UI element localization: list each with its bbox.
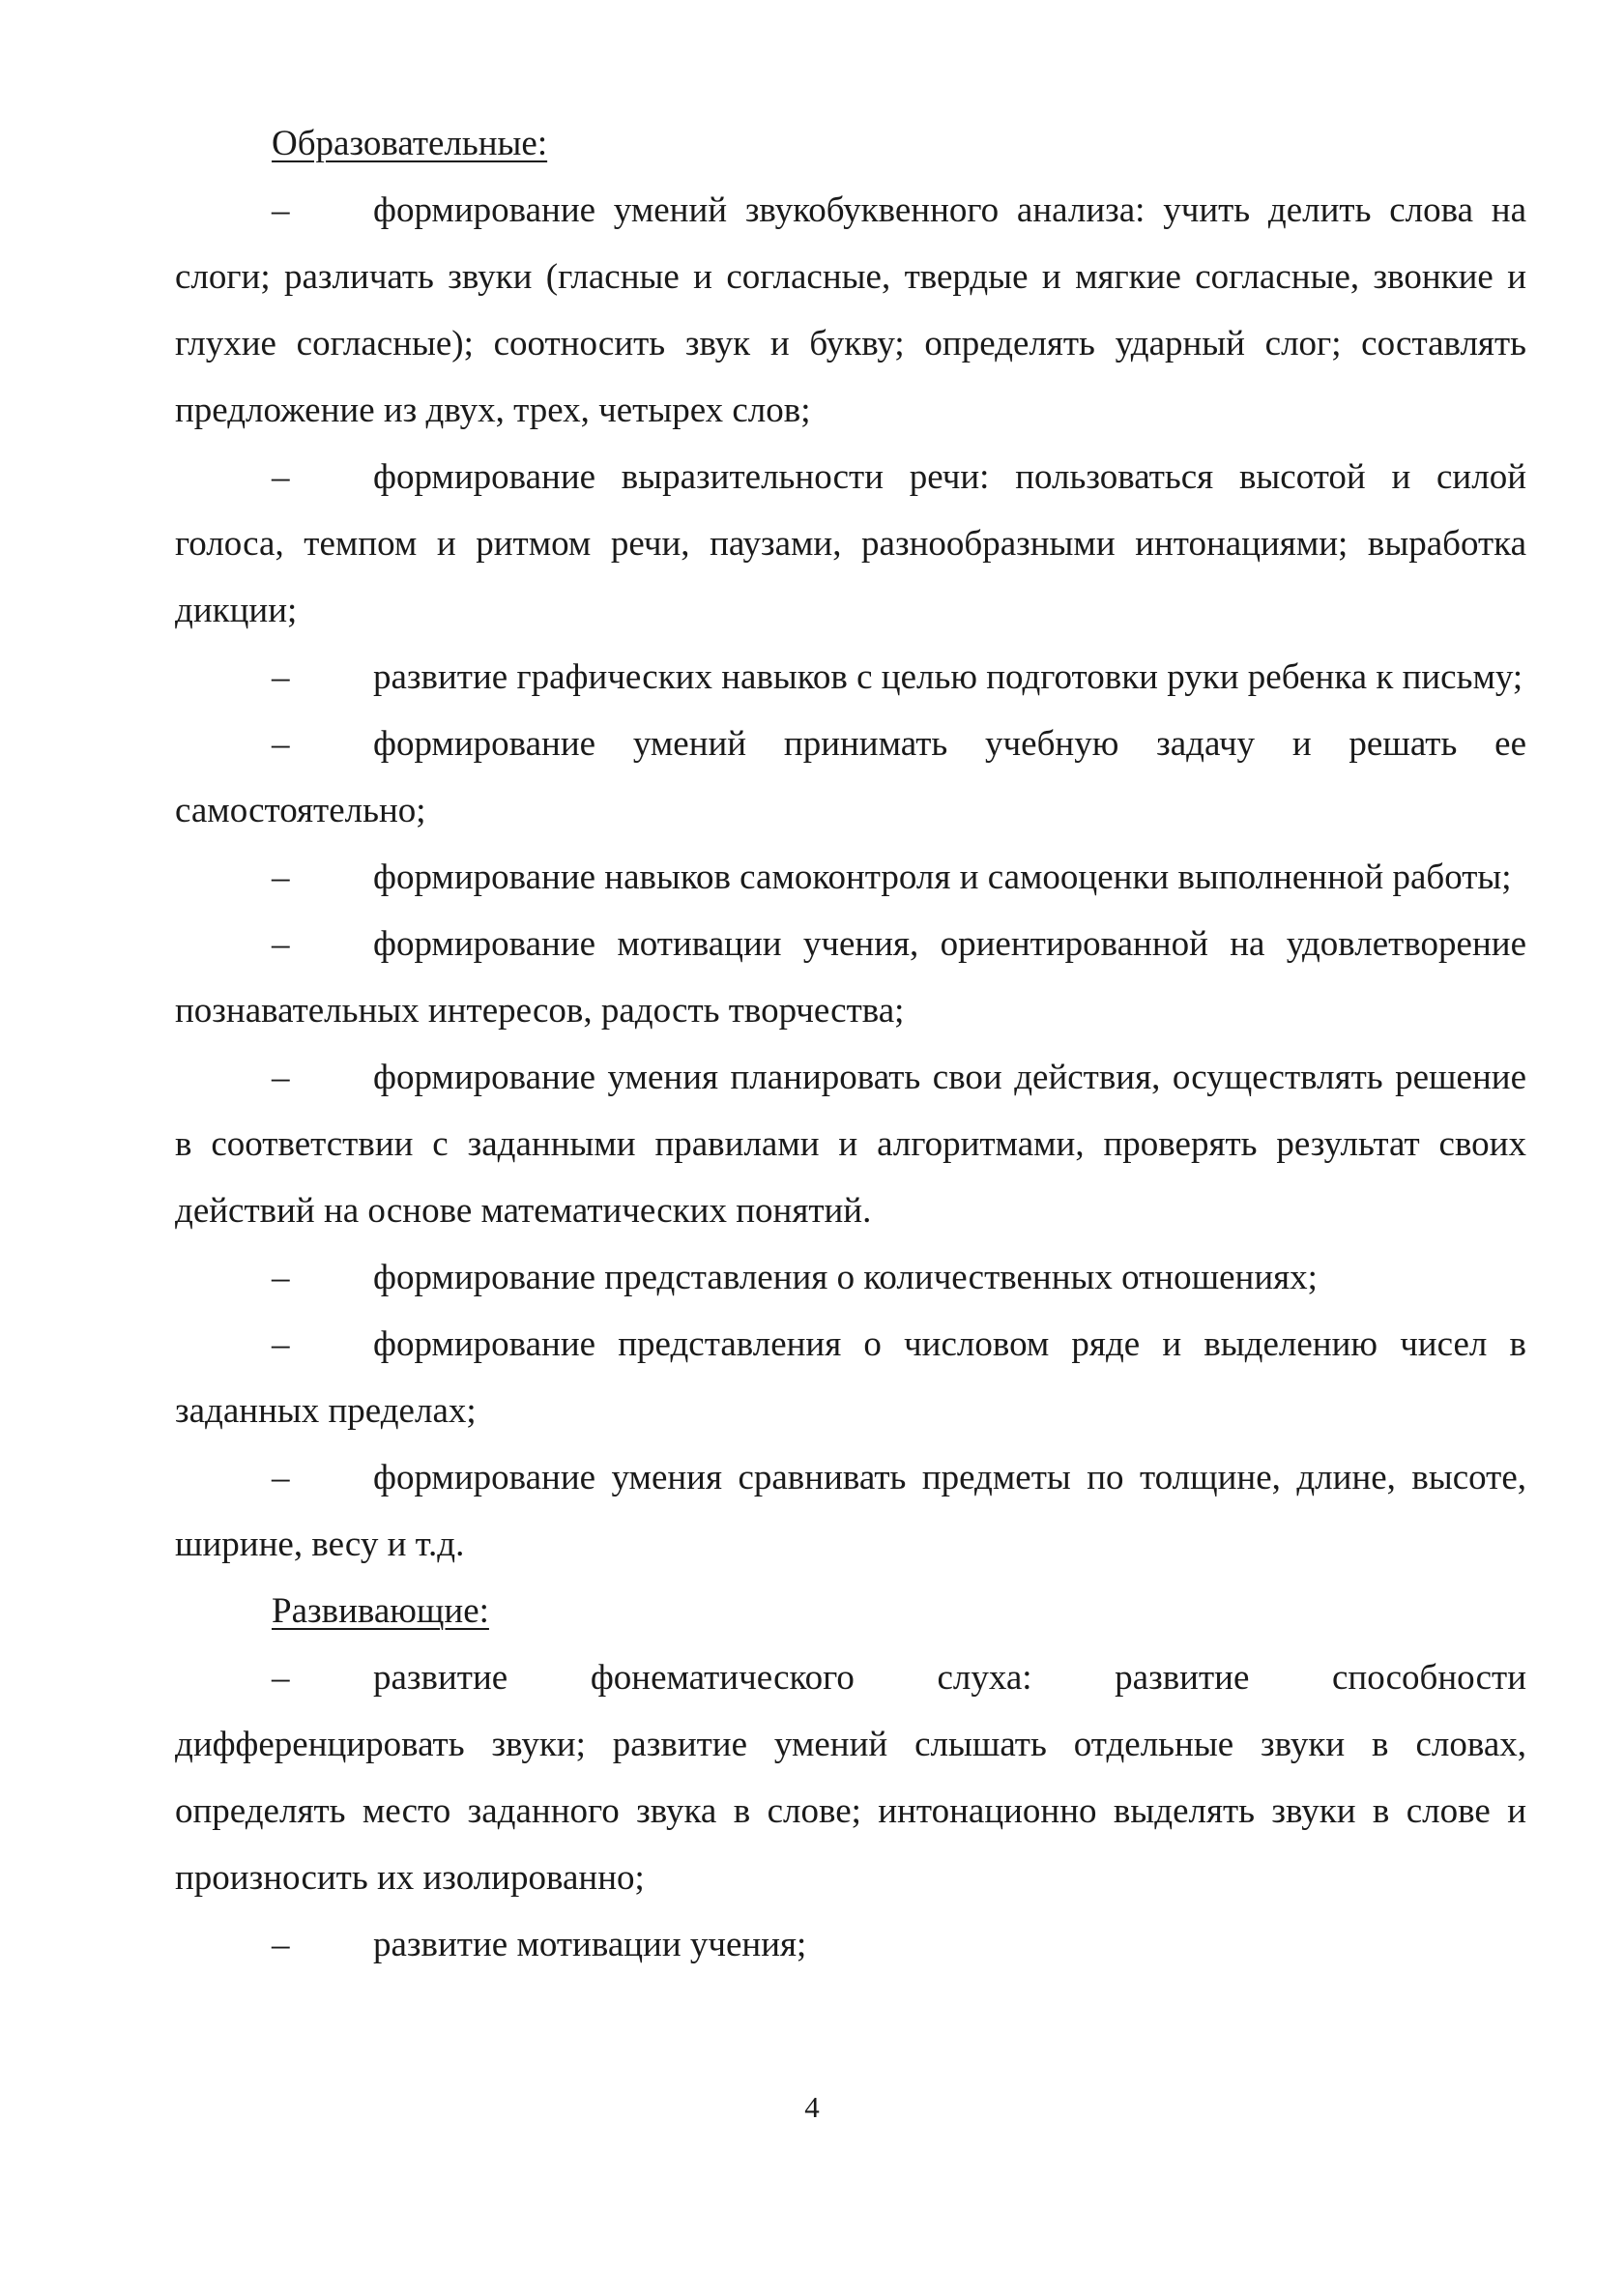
dash-bullet: – [272,1458,290,1497]
dash-bullet: – [272,857,290,897]
list-item: – формирование представления о количественных отношениях; [175,1244,1526,1311]
dash-bullet: – [272,657,290,697]
section-heading-educational: Образовательные: [272,124,548,163]
list-item: – развитие графических навыков с целью подготовки руки ребенка к письму; [175,644,1526,711]
list-item: – формирование умений принимать учебную задачу и решать ее самостоятельно; [175,711,1526,844]
list-item: – формирование умения планировать свои действия, осуществлять решение в соответствии с заданными правилами и алгоритмами, проверять результат своих действий на основе математических понятий. [175,1044,1526,1244]
list-item: – формирование умений звукобуквенного анализа: учить делить слова на слоги; различать звуки (гласные и согласные, твердые и мягкие согласные, звонкие и глухие согласные); соотносить звук и букву; определять ударный слог; составлять предложение из двух, трех, четырех слов; [175,177,1526,444]
dash-bullet: – [272,1258,290,1297]
dash-bullet: – [272,457,290,497]
list-item: – формирование умения сравнивать предметы по толщине, длине, высоте, ширине, весу и т.д. [175,1444,1526,1578]
list-item: – формирование выразительности речи: пользоваться высотой и силой голоса, темпом и ритмом речи, паузами, разнообразными интонациями; выработка дикции; [175,444,1526,644]
page-number: 4 [804,2090,820,2124]
dash-bullet: – [272,724,290,764]
list-item: – формирование представления о числовом ряде и выделению чисел в заданных пределах; [175,1311,1526,1444]
dash-bullet: – [272,1324,290,1364]
dash-bullet: – [272,190,290,230]
dash-bullet: – [272,924,290,964]
list-item: – развитие фонематического слуха: развитие способности дифференцировать звуки; развитие умений слышать отдельные звуки в словах, определять место заданного звука в слове; интонационно выделять звуки в слове и произносить их изолированно; [175,1644,1526,1911]
list-item: – формирование навыков самоконтроля и самооценки выполненной работы; [175,844,1526,911]
list-item: – формирование мотивации учения, ориентированной на удовлетворение познавательных интересов, радость творчества; [175,911,1526,1044]
list-item: – развитие мотивации учения; [175,1911,1526,1978]
section-heading-developmental: Развивающие: [272,1591,489,1631]
page-body [175,110,1526,1978]
dash-bullet: – [272,1658,290,1698]
dash-bullet: – [272,1058,290,1097]
dash-bullet: – [272,1925,290,1964]
